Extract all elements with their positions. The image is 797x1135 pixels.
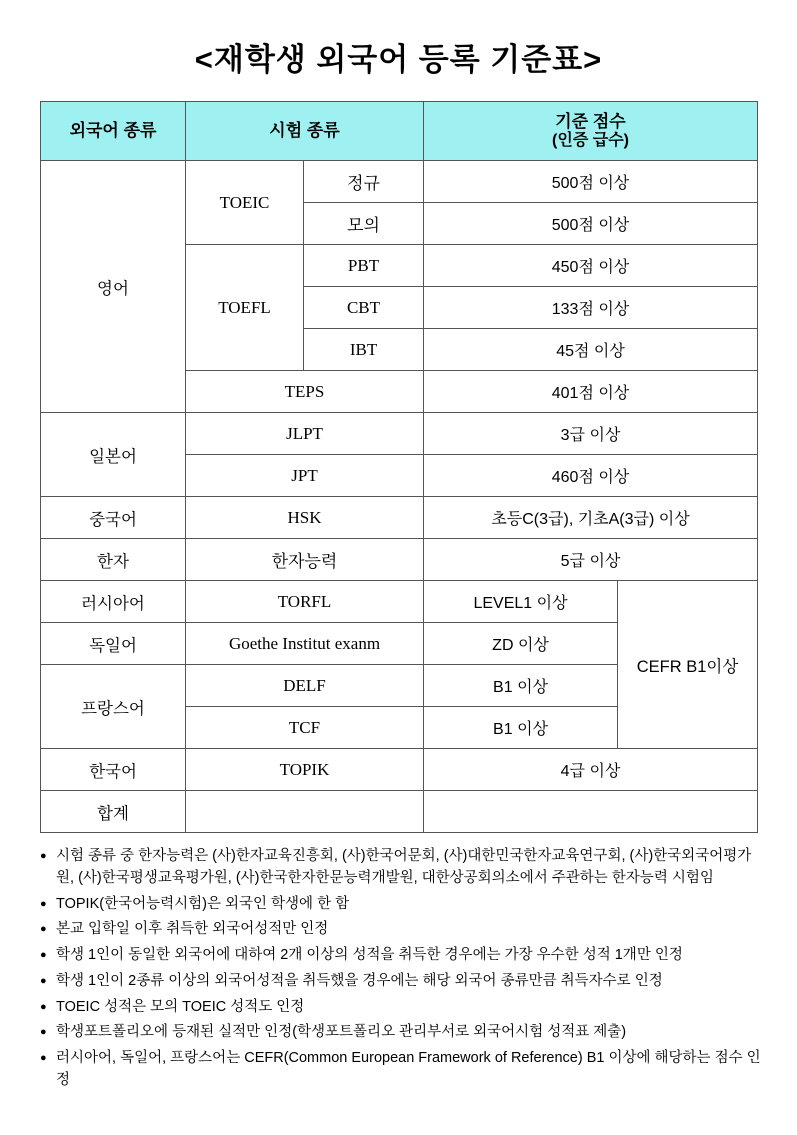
table-row xyxy=(41,791,758,833)
cell-exam: TOPIK xyxy=(186,749,424,791)
cell-language: 일본어 xyxy=(41,413,186,497)
cell-exam: TORFL xyxy=(186,581,424,623)
cell-exam: TCF xyxy=(186,707,424,749)
bullet-icon: ● xyxy=(40,1026,47,1039)
cell-language: 프랑스어 xyxy=(41,665,186,749)
table-header-row xyxy=(41,102,758,161)
note-text: TOEIC 성적은 모의 TOEIC 성적도 인정 xyxy=(56,998,305,1015)
list-item xyxy=(40,1048,765,1092)
cell-exam: JLPT xyxy=(186,413,424,455)
bullet-icon: ● xyxy=(40,1000,47,1013)
cell-score: 460점 이상 xyxy=(424,455,758,497)
note-text: 학생 1인이 2종류 이상의 외국어성적을 취득했을 경우에는 해당 외국어 종류만큼 취득자수로 인정 xyxy=(56,972,663,989)
table-row xyxy=(41,539,758,581)
cell-exam xyxy=(186,791,424,833)
bullet-icon: ● xyxy=(40,1052,47,1064)
bullet-icon: ● xyxy=(40,923,47,936)
cell-score: B1 이상 xyxy=(424,707,618,749)
list-item xyxy=(40,894,765,916)
list-item xyxy=(40,945,765,967)
cell-score: 500점 이상 xyxy=(424,203,758,245)
cell-exam: TOEIC xyxy=(186,161,304,245)
cell-exam: TOEFL xyxy=(186,245,304,371)
table-row xyxy=(41,581,758,623)
bullet-icon: ● xyxy=(40,850,47,862)
note-text: 러시아어, 독일어, 프랑스어는 CEFR(Common European Framework of Reference) B1 이상에 해당하는 점수 인정 xyxy=(56,1050,761,1088)
table-row xyxy=(41,413,758,455)
page-title: <재학생 외국어 등록 기준표> xyxy=(194,42,603,77)
cell-score: 500점 이상 xyxy=(424,161,758,203)
cell-cefr-note: CEFR B1이상 xyxy=(618,581,758,749)
cell-score: ZD 이상 xyxy=(424,623,618,665)
note-text: TOPIK(한국어능력시험)은 외국인 학생에 한 함 xyxy=(56,895,350,912)
header-score xyxy=(424,102,758,161)
header-score-main: 기준 점수 xyxy=(555,112,626,132)
cell-exam: JPT xyxy=(186,455,424,497)
cell-score: 5급 이상 xyxy=(424,539,758,581)
cell-score: 450점 이상 xyxy=(424,245,758,287)
table-row xyxy=(41,749,758,791)
list-item xyxy=(40,846,765,890)
bullet-icon: ● xyxy=(40,974,47,987)
cell-score: 3급 이상 xyxy=(424,413,758,455)
cell-language: 러시아어 xyxy=(41,581,186,623)
cell-score: 4급 이상 xyxy=(424,749,758,791)
list-item xyxy=(40,971,765,993)
cell-exam-sub: 정규 xyxy=(304,161,424,203)
cell-exam-sub: CBT xyxy=(304,287,424,329)
list-item xyxy=(40,1022,765,1044)
table-row xyxy=(41,497,758,539)
cell-score: 133점 이상 xyxy=(424,287,758,329)
cell-score: 초등C(3급), 기초A(3급) 이상 xyxy=(424,497,758,539)
cell-language: 한자 xyxy=(41,539,186,581)
cell-language: 영어 xyxy=(41,161,186,413)
language-criteria-table xyxy=(40,101,758,833)
list-item xyxy=(40,919,765,941)
note-text: 본교 입학일 이후 취득한 외국어성적만 인정 xyxy=(56,921,329,938)
cell-exam: TEPS xyxy=(186,371,424,413)
cell-language: 중국어 xyxy=(41,497,186,539)
note-text: 학생 1인이 동일한 외국어에 대하여 2개 이상의 성적을 취득한 경우에는 가장 우수한 성적 1개만 인정 xyxy=(56,947,683,963)
note-text: 시험 종류 중 한자능력은 (사)한자교육진흥회, (사)한국어문회, (사)대한민국한자교육연구회, (사)한국외국어평가원, (사)한국평생교육평가원, (사)한국한자한문능력개발원, 대한상공회의소에서 주관하는 한자능력 시험임 xyxy=(56,848,752,886)
table-row xyxy=(41,161,758,203)
cell-exam: Goethe Institut exanm xyxy=(186,623,424,665)
cell-score: LEVEL1 이상 xyxy=(424,581,618,623)
header-language: 외국어 종류 xyxy=(41,102,186,161)
list-item xyxy=(40,997,765,1019)
cell-score: B1 이상 xyxy=(424,665,618,707)
cell-score: 401점 이상 xyxy=(424,371,758,413)
notes-list xyxy=(40,846,765,1092)
bullet-icon: ● xyxy=(40,949,47,961)
cell-exam: 한자능력 xyxy=(186,539,424,581)
header-score-sub: (인증 급수) xyxy=(552,131,629,149)
cell-exam: HSK xyxy=(186,497,424,539)
header-exam: 시험 종류 xyxy=(186,102,424,161)
cell-language: 한국어 xyxy=(41,749,186,791)
cell-score: 45점 이상 xyxy=(424,329,758,371)
cell-exam: DELF xyxy=(186,665,424,707)
cell-exam-sub: IBT xyxy=(304,329,424,371)
note-text: 학생포트폴리오에 등재된 실적만 인정(학생포트폴리오 관리부서로 외국어시험 성적표 제출) xyxy=(56,1024,627,1041)
bullet-icon: ● xyxy=(40,897,47,910)
cell-exam-sub: 모의 xyxy=(304,203,424,245)
cell-exam-sub: PBT xyxy=(304,245,424,287)
cell-language: 독일어 xyxy=(41,623,186,665)
cell-score xyxy=(424,791,758,833)
cell-language: 합계 xyxy=(41,791,186,833)
